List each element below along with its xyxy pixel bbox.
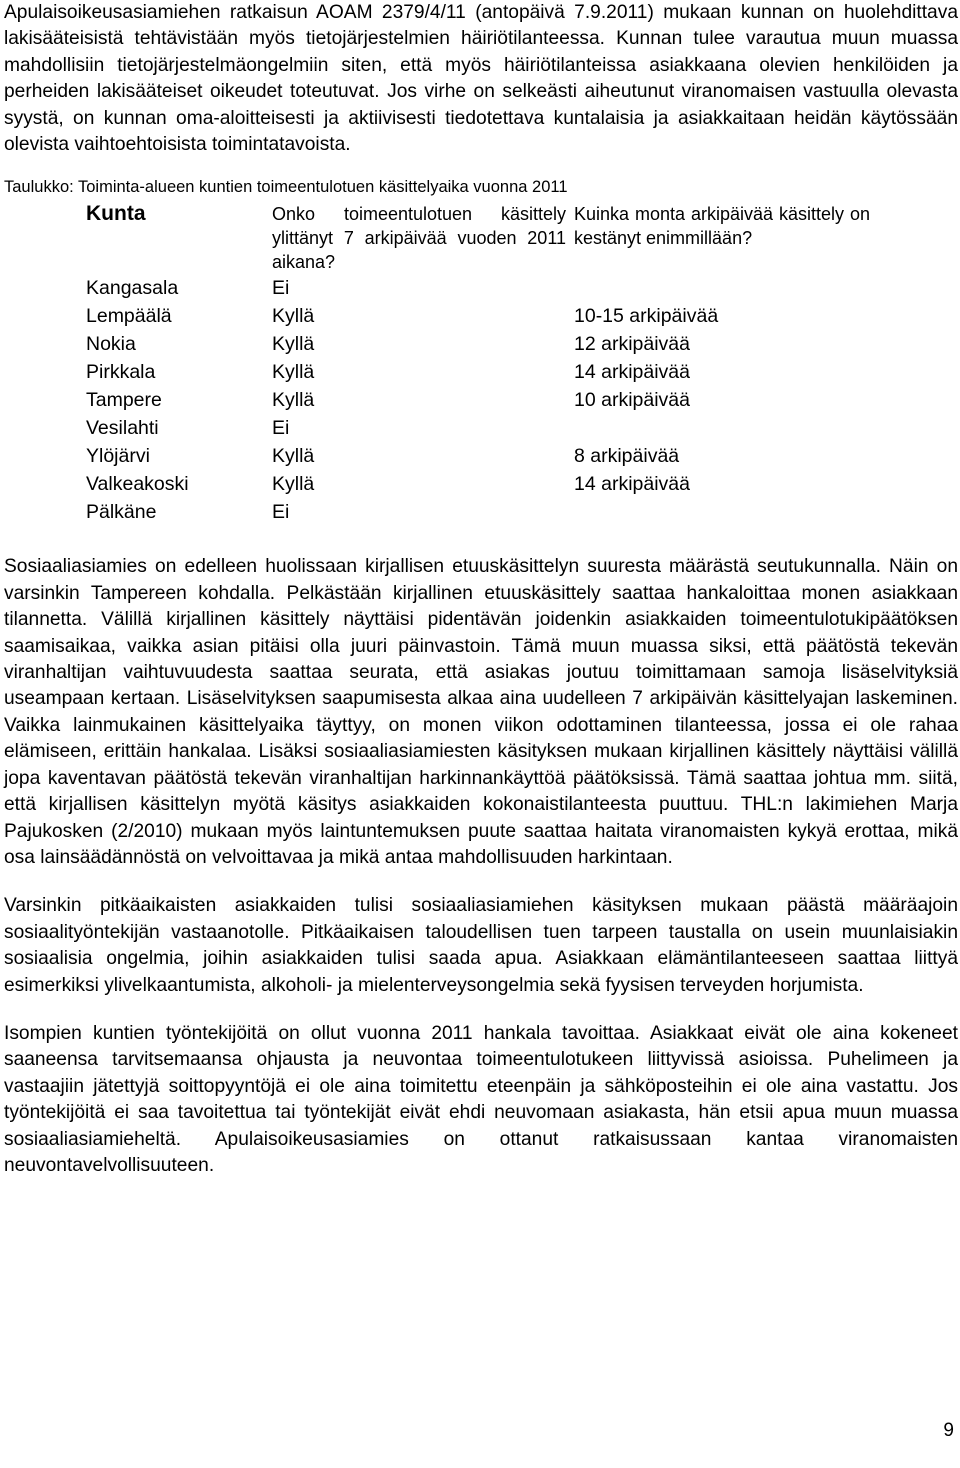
cell-kuinka [570,276,874,304]
cell-kunta: Ylöjärvi [86,445,150,468]
table-caption: Taulukko: Toiminta-alueen kuntien toimeentulotuen käsittelyaika vuonna 2011 [4,178,568,197]
cell-kunta: Pälkäne [86,501,157,524]
cell-onko: Kyllä [272,445,315,468]
cell-kunta: Kangasala [86,277,179,300]
cell-onko: Ei [272,417,290,440]
processing-time-table [82,198,874,528]
cell-kunta: Lempäälä [86,305,172,328]
cell-onko: Kyllä [272,305,315,328]
cell-onko: Kyllä [272,361,315,384]
cell-kunta: Nokia [86,333,136,356]
cell-kuinka: 10-15 arkipäivää [574,305,719,328]
table-row [82,472,874,500]
table-row [82,304,874,332]
cell-onko: Ei [272,501,290,524]
table-row [82,444,874,472]
cell-kuinka: 14 arkipäivää [574,361,690,384]
cell-kuinka: 14 arkipäivää [574,473,690,496]
paragraph-written-processing: Sosiaaliasiamies on edelleen huolissaan kirjallisen etuuskäsittelyn suuresta määrästä seutukunnalla. Näin on varsinkin Tampereen kohdalla. Pelkästään kirjallinen etuuskäsittely saattaa hankaloittaa monen asiakkaan tilannetta. Välillä kirjallinen käsittely näyttäisi pidentävän joidenkin asiakkaiden toimeentulotukipäätöksen saamisaikaa, vaikka asian pitäisi olla juuri päinvastoin. Tämä muun muassa siksi, että päätöstä tekevän viranhaltijan vaihtuvuudesta saattaa seurata, että asiakas joutuu toimittamaan samoja lisäselvityksiä useampaan kertaan. Lisäselvityksen saapumisesta alkaa aina uudelleen 7 arkipäivän käsittelyajan laskeminen. Vaikka lainmukainen käsittelyaika täyttyy, on monen viikon odottaminen tilanteessa, jossa ei ole rahaa elämiseen, erittäin hankalaa. Lisäksi sosiaaliasiamiesten käsityksen mukaan kirjallinen käsittely näyttäisi välillä jopa kaventavan päätöstä tekevän viranhaltijan harkinnankäyttöä päätöksissä. Tämä saattaa johtua mm. siitä, että kirjallisen käsittelyn myötä käsitys asiakkaiden kokonaistilanteesta puuttuu. THL:n lakimiehen Marja Pajukosken (2/2010) mukaan myös laintuntemuksen puute saattaa haitata viranomaisten kykyä erottaa, mikä osa lainsäädännöstä on velvoittavaa ja mikä antaa mahdollisuuden harkintaan. [4,556,958,868]
cell-onko: Ei [272,277,290,300]
cell-kunta: Vesilahti [86,417,159,440]
table-row [82,416,874,444]
cell-kunta: Valkeakoski [86,473,189,496]
cell-kuinka: 12 arkipäivää [574,333,690,356]
header-onko: Onko toimeentulotuen käsittely ylittänyt 7 arkipäivää vuoden 2011 aikana? [272,204,566,273]
table-header-row [82,198,874,276]
table-row [82,332,874,360]
paragraph-reachability: Isompien kuntien työntekijöitä on ollut vuonna 2011 hankala tavoittaa. Asiakkaat eivät ole aina kokeneet saaneensa tarvitsemaansa ohjausta ja neuvontaa toimeentulotukeen liittyvissä asioissa. Puhelimeen ja vastaajiin jätettyjä soittopyyntöjä ei ole aina toimitettu eteenpäin ja sähköposteihin ei ole aina vastattu. Jos työntekijöitä ei saa tavoitettua tai työntekijät eivät ehdi neuvomaan asiakasta, hän etsii apua muun muassa sosiaaliasiamieheltä. Apulaisoikeusasiamies on ottanut ratkaisussaan kantaa viranomaisten neuvontavelvollisuuteen. [4,1022,958,1176]
cell-kuinka [570,500,874,528]
cell-kunta: Pirkkala [86,361,156,384]
cell-onko: Kyllä [272,333,315,356]
cell-kunta: Tampere [86,389,162,412]
page-number: 9 [943,1420,954,1441]
paragraph-long-term-clients: Varsinkin pitkäaikaisten asiakkaiden tulisi sosiaaliasiamiehen käsityksen mukaan päästä määräajoin sosiaalityöntekijän vastaanotolle. Pitkäaikaisen taloudellisen tuen tarpeen taustalla on usein muunlaisiakin sosiaalisia ongelmia, joihin asiakkaiden tulisi saada apua. Asiakkaan elämäntilanteeseen saattaa liittyä esimerkiksi ylivelkaantumista, alkoholi- ja mielenterveysongelmia sekä fyysisen terveyden horjumista. [4,895,958,996]
table-row [82,500,874,528]
cell-onko: Kyllä [272,389,315,412]
header-kuinka: Kuinka monta arkipäivää käsittely on kestänyt enimmillään? [574,204,870,249]
table-row [82,388,874,416]
paragraph-intro: Apulaisoikeusasiamiehen ratkaisun AOAM 2379/4/11 (antopäivä 7.9.2011) mukaan kunnan on huolehdittava lakisääteisistä tehtävistään myös tietojärjestelmien häiriötilanteessa. Kunnan tulee varautua muun muassa mahdollisiin tietojärjestelmäongelmiin siten, että myös häiriötilanteissa asiakkaana olevien henkilöiden ja perheiden lakisääteiset oikeudet toteutuvat. Jos virhe on selkeästi aiheutunut viranomaisen vastuulla olevasta syystä, on kunnan oma-aloitteisesti ja aktiivisesti tiedotettava kuntalaisia ja asiakkaitaan heidän käytössään olevista vaihtoehtoisista toimintatavoista. [4,2,958,156]
table-row [82,360,874,388]
cell-kuinka: 10 arkipäivää [574,389,690,412]
header-kunta: Kunta [86,202,146,226]
cell-onko: Kyllä [272,473,315,496]
document-page [4,0,958,1179]
cell-kuinka: 8 arkipäivää [574,445,680,468]
table-row [82,276,874,304]
cell-kuinka [570,416,874,444]
